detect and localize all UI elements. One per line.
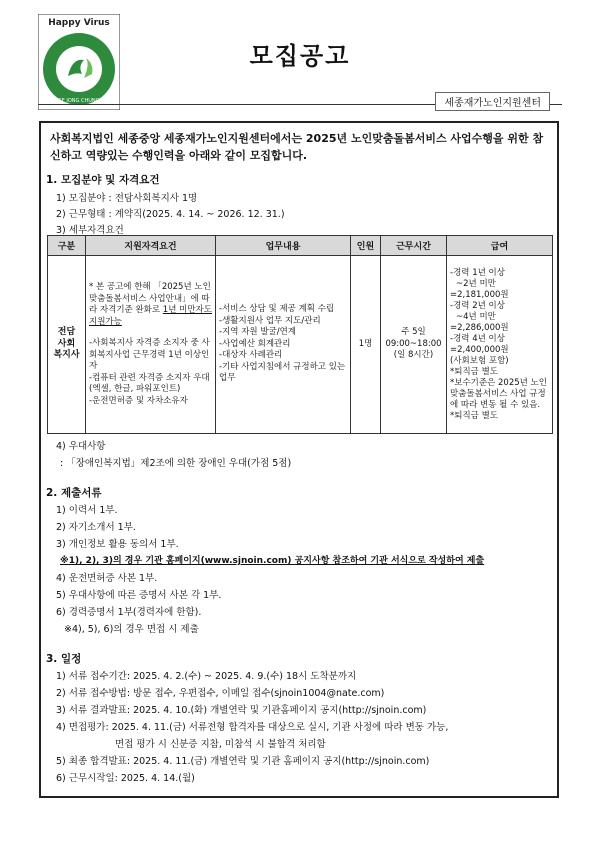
duty-item: -서비스 상담 및 제공 계획 수립 bbox=[219, 304, 335, 315]
section2-note: ※1), 2), 3)의 경우 기관 홈페이지(www.sjnoin.com) 공지사항 참조하여 기관 서식으로 작성하여 제출 bbox=[60, 556, 485, 566]
schedule-item: 5) 최종 합격발표: 2025. 4. 11.(금) 개별연락 및 기관 홈페이지 공지(http://sjnoin.com) bbox=[56, 756, 430, 767]
section2-note2: ※4), 5), 6)의 경우 면접 시 제출 bbox=[64, 624, 199, 635]
pay-cell bbox=[447, 256, 553, 434]
section2-item: 2) 자기소개서 1부. bbox=[56, 522, 136, 533]
duty-item: -지역 자원 발굴/연계 bbox=[219, 327, 297, 338]
schedule-item-continued: 면접 평가 시 신분증 지참, 미참석 시 불합격 처리함 bbox=[115, 739, 326, 750]
preference-text: : 「장애인복지법」제2조에 의한 장애인 우대(가점 5점) bbox=[60, 458, 292, 469]
svg-text:SE JONG CHUNG: SE JONG CHUNG bbox=[58, 98, 100, 104]
duties-cell bbox=[216, 256, 351, 434]
table-header: 업무내용 bbox=[216, 236, 351, 256]
intro-text: 사회복지법인 세종중앙 세종재가노인지원센터에서는 2025년 노인맞춤돌봄서비스 사업수행을 위한 참신하고 역량있는 수행인력을 아래와 같이 모집합니다. bbox=[50, 132, 544, 162]
pay-item: -경력 4년 이상 bbox=[450, 333, 505, 344]
pay-item: =2,286,000원 bbox=[450, 322, 509, 333]
qualification-cell bbox=[86, 256, 216, 434]
schedule-item: 3) 서류 결과발표: 2025. 4. 10.(화) 개별연락 및 기관홈페이지 공지(http://sjnoin.com) bbox=[56, 705, 427, 716]
preference-title: 4) 우대사항 bbox=[56, 441, 106, 452]
pay-item: *퇴직금 별도 bbox=[450, 410, 499, 421]
section2-item: 4) 운전면허증 사본 1부. bbox=[56, 573, 158, 584]
pay-item: *퇴직금 별도 bbox=[450, 366, 499, 377]
pay-item: (사회보험 포함) bbox=[450, 355, 509, 366]
section2-title: 2. 제출서류 bbox=[46, 487, 102, 499]
headcount-cell: 1명 bbox=[351, 256, 381, 434]
duty-item: -사업예산 회계관리 bbox=[219, 338, 291, 349]
duty-item: -생활지원사 업무 지도/관리 bbox=[219, 315, 321, 326]
table-header: 지원자격요건 bbox=[86, 236, 216, 256]
pay-item: ~4년 미만 bbox=[456, 311, 496, 322]
requirements-table bbox=[47, 235, 553, 434]
qualification-note: * 본 공고에 한해 「2025년 노인맞춤돌봄서비스 사업안내」에 따라 자격기준 완화로 1년 미만자도 지원가능 bbox=[89, 282, 212, 327]
page-title: 모집공고 bbox=[249, 42, 351, 70]
qualification-item: -운전면허증 및 자차소유자 bbox=[89, 395, 188, 406]
pay-item: *보수기준은 2025년 노인맞춤돌봄서비스 사업 규정에 따라 변동 될 수 있음. bbox=[450, 377, 547, 410]
schedule-item: 4) 면접평가: 2025. 4. 11.(금) 서류전형 합격자를 대상으로 실시, 기관 사정에 따라 변동 가능, bbox=[56, 722, 449, 733]
schedule-item: 2) 서류 접수방법: 방문 접수, 우편접수, 이메일 접수(sjnoin1004@nate.com) bbox=[56, 688, 385, 699]
pay-item: -경력 1년 이상 bbox=[450, 267, 505, 278]
qualification-item: -컴퓨터 관련 자격증 소지자 우대(엑셀, 한글, 파워포인트) bbox=[89, 372, 210, 394]
org-name: 세종재가노인지원센터 bbox=[435, 92, 550, 111]
section2-item: 1) 이력서 1부. bbox=[56, 505, 118, 516]
schedule-item: 6) 근무시작일: 2025. 4. 14.(월) bbox=[56, 773, 195, 784]
table-header: 급여 bbox=[447, 236, 553, 256]
qualification-item: -사회복지사 자격증 소지자 중 사회복지사업 근무경력 1년 이상인 자 bbox=[89, 338, 210, 371]
table-header: 인원 bbox=[351, 236, 381, 256]
pay-item: -경력 2년 이상 bbox=[450, 300, 505, 311]
table-row bbox=[48, 256, 553, 434]
section2-item: 3) 개인정보 활용 동의서 1부. bbox=[56, 539, 179, 550]
duty-item: -대상자 사례관리 bbox=[219, 350, 283, 361]
schedule-item: 1) 서류 접수기간: 2025. 4. 2.(수) ~ 2025. 4. 9.(수) 18시 도착분까지 bbox=[56, 671, 357, 682]
category-cell: 전담 사회 복지사 bbox=[48, 256, 86, 434]
pay-item: =2,181,000원 bbox=[450, 289, 509, 300]
section2-item: 6) 경력증명서 1부(경력자에 한함). bbox=[56, 607, 202, 618]
section1-item: 2) 근무형태 : 계약직(2025. 4. 14. ~ 2026. 12. 31.) bbox=[56, 209, 285, 220]
duty-item: -기타 사업지침에서 규정하고 있는 업무 bbox=[219, 361, 346, 384]
pay-item: =2,400,000원 bbox=[450, 344, 509, 355]
table-header-row bbox=[48, 236, 553, 256]
hours-cell: 주 5일 09:00~18:00 (일 8시간) bbox=[381, 256, 447, 434]
logo-text: Happy Virus bbox=[48, 18, 110, 28]
section1-item: 1) 모집분야 : 전담사회복지사 1명 bbox=[56, 193, 198, 204]
section2-item: 5) 우대사항에 따른 증명서 사본 각 1부. bbox=[56, 590, 222, 601]
section1-item: 3) 세부자격요건 bbox=[56, 225, 124, 236]
table-header: 근무시간 bbox=[381, 236, 447, 256]
table-header: 구분 bbox=[48, 236, 86, 256]
section1-title: 1. 모집분야 및 자격요건 bbox=[46, 174, 160, 186]
pay-item: ~2년 미만 bbox=[456, 278, 496, 289]
section3-title: 3. 일정 bbox=[46, 653, 82, 665]
